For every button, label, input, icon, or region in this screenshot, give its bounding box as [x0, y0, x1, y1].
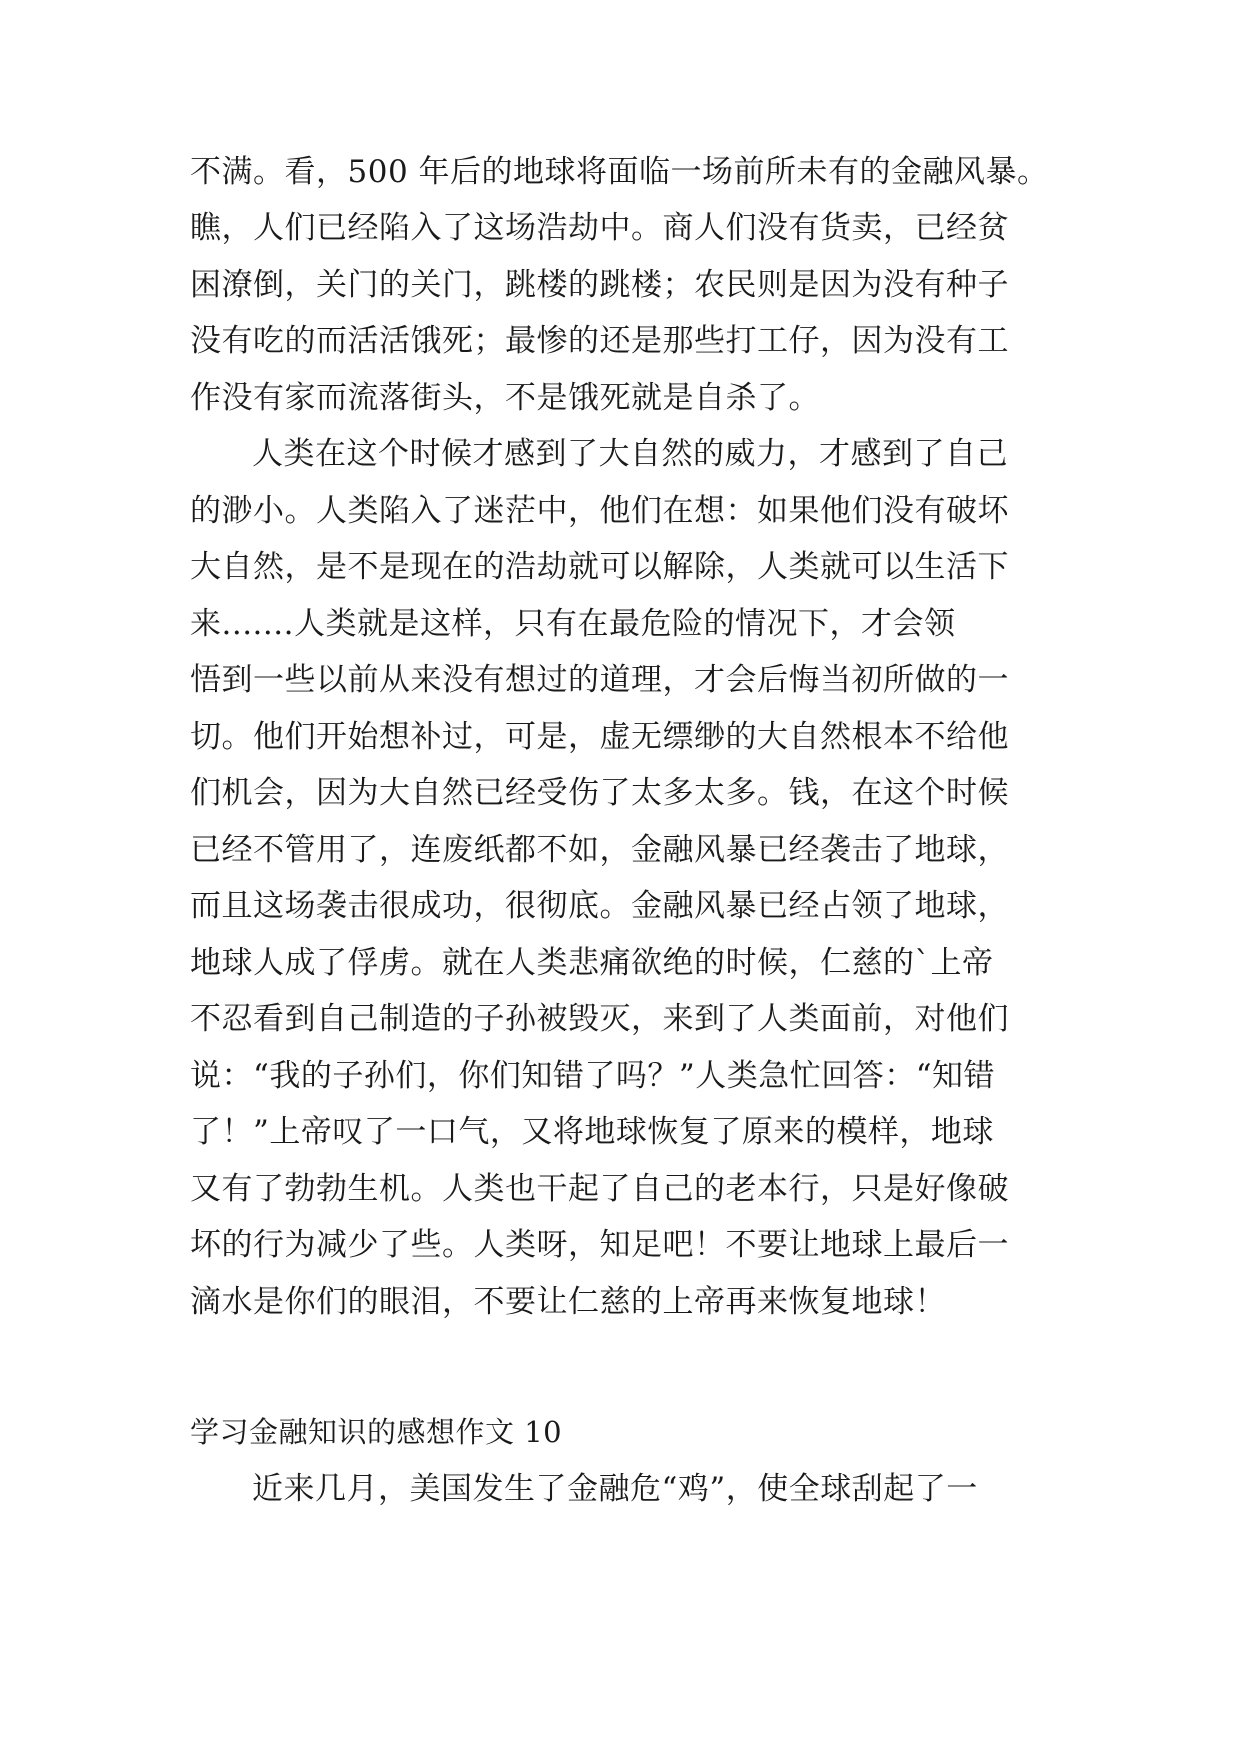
- text-line: 们机会，因为大自然已经受伤了太多太多。钱，在这个时候: [190, 775, 1009, 811]
- text-line: 已经不管用了，连废纸都不如，金融风暴已经袭击了地球，: [190, 832, 1009, 868]
- text-line: 不忍看到自己制造的子孙被毁灭，来到了人类面前，对他们: [190, 1001, 1009, 1037]
- text-line: 坏的行为减少了些。人类呀，知足吧！不要让地球上最后一: [190, 1227, 1009, 1263]
- paragraph-first-line: 近来几月，美国发生了金融危“鸡”，使全球刮起了一: [252, 1471, 978, 1507]
- text-line: 来.......人类就是这样，只有在最危险的情况下，才会领: [190, 606, 956, 642]
- text-line: 切。他们开始想补过，可是，虚无缥缈的大自然根本不给他: [190, 719, 1009, 755]
- text-line: 地球人成了俘虏。就在人类悲痛欲绝的时候，仁慈的`上帝: [190, 945, 994, 981]
- section-title: 学习金融知识的感想作文 10: [190, 1415, 563, 1449]
- text-line: 困潦倒，关门的关门，跳楼的跳楼；农民则是因为没有种子: [190, 267, 1009, 303]
- text-line: 的渺小。人类陷入了迷茫中，他们在想：如果他们没有破坏: [190, 493, 1009, 529]
- text-line: 瞧，人们已经陷入了这场浩劫中。商人们没有货卖，已经贫: [190, 210, 1009, 246]
- text-line: 大自然，是不是现在的浩劫就可以解除，人类就可以生活下: [190, 549, 1009, 585]
- text-line: 悟到一些以前从来没有想过的道理，才会后悔当初所做的一: [190, 662, 1009, 698]
- text-line: 而且这场袭击很成功，很彻底。金融风暴已经占领了地球，: [190, 888, 1009, 924]
- text-line: 作没有家而流落街头，不是饿死就是自杀了。: [190, 380, 820, 416]
- text-line: 不满。看，500 年后的地球将面临一场前所未有的金融风暴。: [190, 154, 1049, 190]
- text-line: 滴水是你们的眼泪，不要让仁慈的上帝再来恢复地球！: [190, 1284, 946, 1320]
- text-line: 了！”上帝叹了一口气，又将地球恢复了原来的模样，地球: [190, 1114, 994, 1150]
- text-line: 又有了勃勃生机。人类也干起了自己的老本行，只是好像破: [190, 1171, 1009, 1207]
- paragraph-first-line: 人类在这个时候才感到了大自然的威力，才感到了自己: [252, 436, 1008, 472]
- text-line: 没有吃的而活活饿死；最惨的还是那些打工仔，因为没有工: [190, 323, 1009, 359]
- text-line: 说：“我的子孙们，你们知错了吗？”人类急忙回答：“知错: [190, 1058, 996, 1094]
